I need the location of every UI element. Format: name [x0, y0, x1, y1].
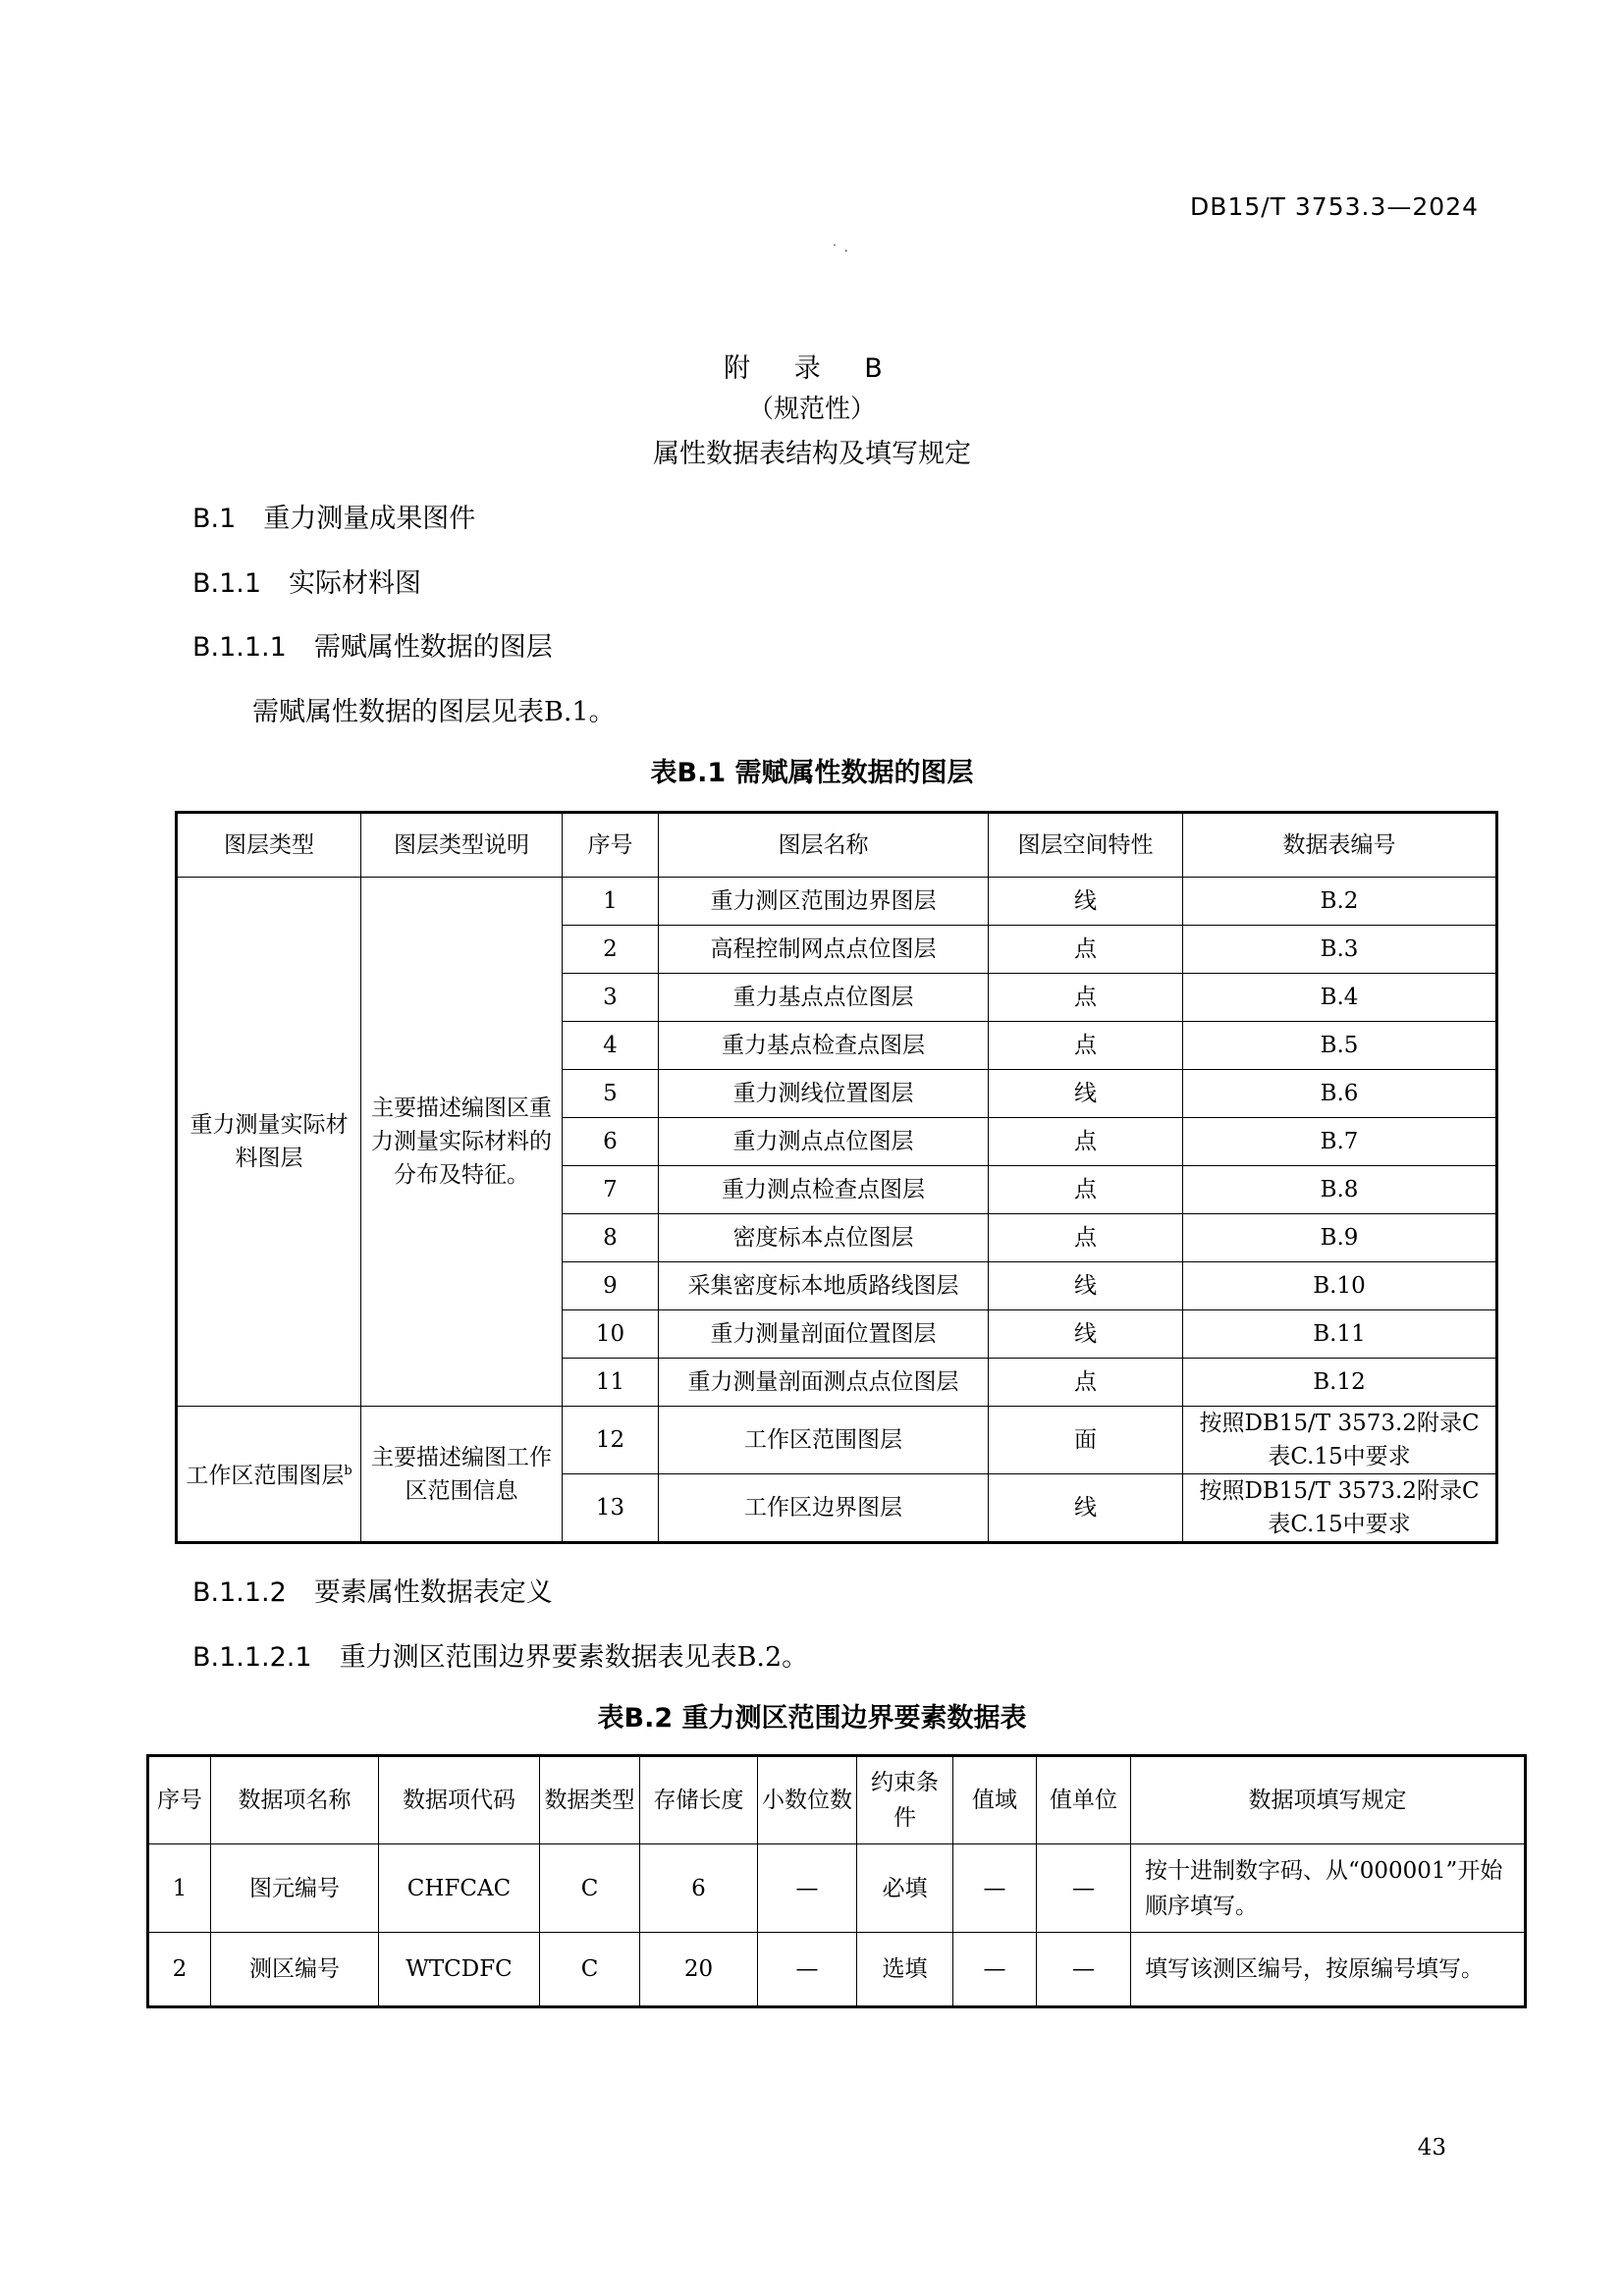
cell: 点: [989, 1166, 1183, 1214]
cell: 2: [563, 926, 659, 974]
table-header-row: [148, 1756, 1526, 1844]
cell: 9: [563, 1262, 659, 1310]
heading-title: 实际材料图: [289, 568, 422, 599]
cell: 点: [989, 926, 1183, 974]
cell: B.4: [1183, 974, 1497, 1022]
heading-title: 要素属性数据表定义: [313, 1577, 553, 1608]
cell: 选填: [857, 1933, 953, 2007]
cell: B.6: [1183, 1070, 1497, 1118]
header-cell: 值单位: [1037, 1756, 1131, 1844]
cell: 点: [989, 1359, 1183, 1407]
cell: 点: [989, 974, 1183, 1022]
footnote-marker: b: [344, 1464, 352, 1479]
cell: 线: [989, 1070, 1183, 1118]
cell: —: [1037, 1844, 1131, 1933]
table-row: [148, 1844, 1526, 1933]
cell: 1: [563, 878, 659, 926]
heading-number: B.1.1.2: [192, 1577, 287, 1608]
cell: 重力测量剖面测点点位图层: [659, 1359, 989, 1407]
header-cell: 数据项名称: [211, 1756, 379, 1844]
page-number: 43: [1417, 2135, 1446, 2161]
cell: 图元编号: [211, 1844, 379, 1933]
cell: B.3: [1183, 926, 1497, 974]
cell: B.11: [1183, 1310, 1497, 1359]
header-cell: 序号: [148, 1756, 211, 1844]
cell: —: [953, 1844, 1037, 1933]
cell: B.2: [1183, 878, 1497, 926]
cell: 按十进制数字码、从“000001”开始顺序填写。: [1131, 1844, 1526, 1933]
header-cell: 值域: [953, 1756, 1037, 1844]
cell: B.5: [1183, 1022, 1497, 1070]
cell: B.7: [1183, 1118, 1497, 1166]
header-cell: 序号: [563, 813, 659, 878]
cell: 4: [563, 1022, 659, 1070]
cell: 重力基点点位图层: [659, 974, 989, 1022]
heading-b1: [192, 497, 475, 535]
header-cell: 图层空间特性: [989, 813, 1183, 878]
cell: 2: [148, 1933, 211, 2007]
table2-caption: 表B.2 重力测区范围边界要素数据表: [597, 1703, 1027, 1734]
cell: 线: [989, 878, 1183, 926]
heading-b11: [192, 561, 421, 600]
layer-type-text: 工作区范围图层: [186, 1463, 345, 1489]
header-cell: 图层类型说明: [361, 813, 563, 878]
heading-number: B.1: [192, 504, 237, 534]
cell: 重力测点检查点图层: [659, 1166, 989, 1214]
cell: 20: [640, 1933, 758, 2007]
decorative-dots: ˙ ·: [831, 241, 849, 260]
layer-type-cell: [177, 1407, 361, 1543]
cell: 10: [563, 1310, 659, 1359]
header-cell: 图层类型: [177, 813, 361, 878]
cell: 高程控制网点点位图层: [659, 926, 989, 974]
layer-desc-cell: 主要描述编图区重力测量实际材料的分布及特征。: [361, 878, 563, 1407]
cell: 填写该测区编号，按原编号填写。: [1131, 1933, 1526, 2007]
heading-b112: [192, 1571, 553, 1609]
table-header-row: [177, 813, 1497, 878]
cell: 点: [989, 1022, 1183, 1070]
table1-caption: 表B.1 需赋属性数据的图层: [650, 758, 974, 788]
layer-type-cell: 重力测量实际材料图层: [177, 878, 361, 1407]
header-cell: 数据项填写规定: [1131, 1756, 1526, 1844]
header-cell: 数据类型: [540, 1756, 640, 1844]
cell: 重力测点点位图层: [659, 1118, 989, 1166]
annex-type: （规范性）: [747, 395, 876, 424]
heading-b1121: [192, 1635, 808, 1674]
cell: 点: [989, 1118, 1183, 1166]
cell: 线: [989, 1310, 1183, 1359]
header-cell: 约束条件: [857, 1756, 953, 1844]
heading-number: B.1.1.1: [192, 632, 287, 663]
cell: 测区编号: [211, 1933, 379, 2007]
cell: 8: [563, 1214, 659, 1262]
header-cell: 数据表编号: [1183, 813, 1497, 878]
cell: 按照DB15/T 3573.2附录C 表C.15中要求: [1183, 1407, 1497, 1474]
cell: 工作区范围图层: [659, 1407, 989, 1474]
cell: 线: [989, 1474, 1183, 1543]
cell: 采集密度标本地质路线图层: [659, 1262, 989, 1310]
cell: 11: [563, 1359, 659, 1407]
heading-title: 需赋属性数据的图层: [313, 632, 553, 663]
cell: 3: [563, 974, 659, 1022]
cell: CHFCAC: [379, 1844, 540, 1933]
cell: B.9: [1183, 1214, 1497, 1262]
cell: 6: [563, 1118, 659, 1166]
cell: —: [758, 1844, 857, 1933]
table-row: [177, 1407, 1497, 1474]
document-code: DB15/T 3753.3—2024: [1190, 192, 1479, 221]
cell: 重力测线位置图层: [659, 1070, 989, 1118]
table-row: [177, 878, 1497, 926]
cell: C: [540, 1844, 640, 1933]
cell: 7: [563, 1166, 659, 1214]
cell: 点: [989, 1214, 1183, 1262]
cell: 密度标本点位图层: [659, 1214, 989, 1262]
cell: 12: [563, 1407, 659, 1474]
layer-desc-cell: 主要描述编图工作区范围信息: [361, 1407, 563, 1543]
cell: —: [758, 1933, 857, 2007]
cell: 工作区边界图层: [659, 1474, 989, 1543]
cell: B.12: [1183, 1359, 1497, 1407]
header-cell: 小数位数: [758, 1756, 857, 1844]
cell: 5: [563, 1070, 659, 1118]
header-cell: 数据项代码: [379, 1756, 540, 1844]
annex-subtitle: 属性数据表结构及填写规定: [653, 439, 971, 469]
cell: C: [540, 1933, 640, 2007]
annex-title: 附 录 B: [724, 353, 900, 384]
paragraph-b111: 需赋属性数据的图层见表B.1。: [252, 697, 616, 727]
heading-title: 重力测量成果图件: [263, 504, 476, 534]
table-b1: [175, 811, 1498, 1544]
heading-number: B.1.1: [192, 568, 262, 599]
table-row: [148, 1933, 1526, 2007]
cell: 必填: [857, 1844, 953, 1933]
heading-number: B.1.1.2.1: [192, 1642, 312, 1673]
cell: 重力测区范围边界图层: [659, 878, 989, 926]
cell: 1: [148, 1844, 211, 1933]
table-b2: [146, 1754, 1527, 2008]
cell: 重力基点检查点图层: [659, 1022, 989, 1070]
cell: 重力测量剖面位置图层: [659, 1310, 989, 1359]
header-cell: 图层名称: [659, 813, 989, 878]
header-cell: 存储长度: [640, 1756, 758, 1844]
cell: 按照DB15/T 3573.2附录C 表C.15中要求: [1183, 1474, 1497, 1543]
heading-title: 重力测区范围边界要素数据表见表B.2。: [339, 1642, 809, 1673]
cell: 6: [640, 1844, 758, 1933]
heading-b111: [192, 625, 553, 664]
cell: —: [1037, 1933, 1131, 2007]
cell: —: [953, 1933, 1037, 2007]
cell: 线: [989, 1262, 1183, 1310]
cell: 13: [563, 1474, 659, 1543]
cell: B.10: [1183, 1262, 1497, 1310]
cell: WTCDFC: [379, 1933, 540, 2007]
cell: B.8: [1183, 1166, 1497, 1214]
cell: 面: [989, 1407, 1183, 1474]
